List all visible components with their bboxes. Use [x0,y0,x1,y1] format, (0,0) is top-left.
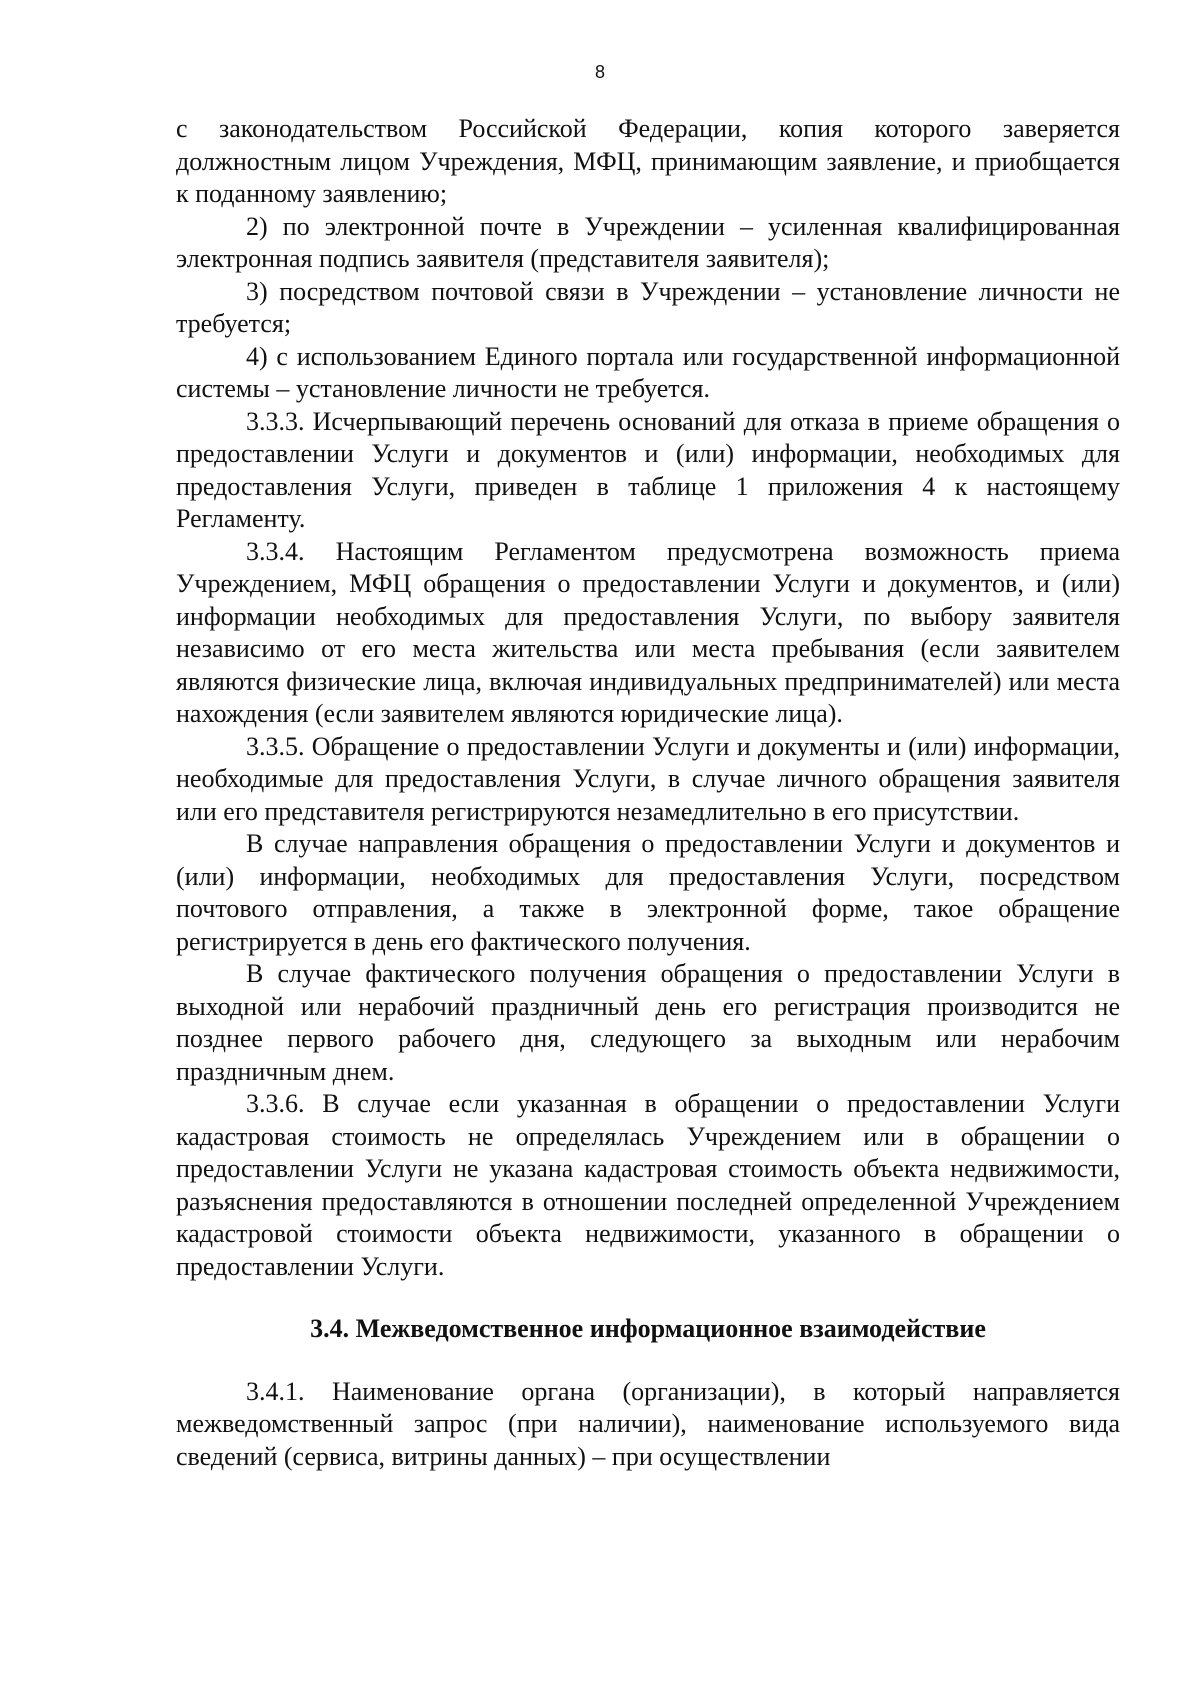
paragraph-3-3-3: 3.3.3. Исчерпывающий перечень оснований для отказа в приеме обращения о предоставлении Услуги и документов и (или) информации, необходимых для предоставления Услуги, приведен в таблице 1 приложения 4 к настоящему Регламенту. [176,406,1120,533]
paragraph-1: с законодательством Российской Федерации, копия которого заверяется должностным лицом Учреждения, МФЦ, принимающим заявление, и приобщается к поданному заявлению; [176,114,1120,208]
paragraph-2: 2) по электронной почте в Учреждении – усиленная квалифицированная электронная подпись заявителя (представителя заявителя); [176,211,1120,273]
document-body [176,113,1120,1473]
paragraph-3: 3) посредством почтовой связи в Учреждении – установление личности не требуется; [176,276,1120,338]
paragraph-3-3-5: 3.3.5. Обращение о предоставлении Услуги и документы и (или) информации, необходимые для предоставления Услуги, в случае личного обращения заявителя или его представителя регистрируются незамедлительно в его присутствии. [176,731,1120,826]
paragraph-3-4-1: 3.4.1. Наименование органа (организации), в который направляется межведомственный запрос (при наличии), наименование используемого вида сведений (сервиса, витрины данных) – при осуществлении [176,1376,1120,1471]
paragraph-mail-registration: В случае направления обращения о предоставлении Услуги и документов и (или) информации, необходимых для предоставления Услуги, посредством почтового отправления, а также в электронной форме, такое обращение регистрируется в день его фактического получения. [176,829,1120,956]
section-heading: 3.4. Межведомственное информационное взаимодействие [310,1314,986,1343]
page-number: 8 [594,62,605,82]
paragraph-holiday-registration: В случае фактического получения обращения о предоставлении Услуги в выходной или нерабочий праздничный день его регистрация производится не позднее первого рабочего дня, следующего за выходным или нерабочим праздничным днем. [176,959,1120,1086]
paragraph-4: 4) с использованием Единого портала или государственной информационной системы – установление личности не требуется. [176,341,1120,403]
paragraph-3-3-4: 3.3.4. Настоящим Регламентом предусмотрена возможность приема Учреждением, МФЦ обращения о предоставлении Услуги и документов, и (или) информации необходимых для предоставления Услуги, по выбору заявителя независимо от его места жительства или места пребывания (если заявителем являются физические лица, включая индивидуальных предпринимателей) или места нахождения (если заявителем являются юридические лица). [176,536,1120,728]
paragraph-3-3-6: 3.3.6. В случае если указанная в обращении о предоставлении Услуги кадастровая стоимость не определялась Учреждением или в обращении о предоставлении Услуги не указана кадастровая стоимость объекта недвижимости, разъяснения предоставляются в отношении последней определенной Учреждением кадастровой стоимости объекта недвижимости, указанного в обращении о предоставлении Услуги. [176,1089,1120,1281]
